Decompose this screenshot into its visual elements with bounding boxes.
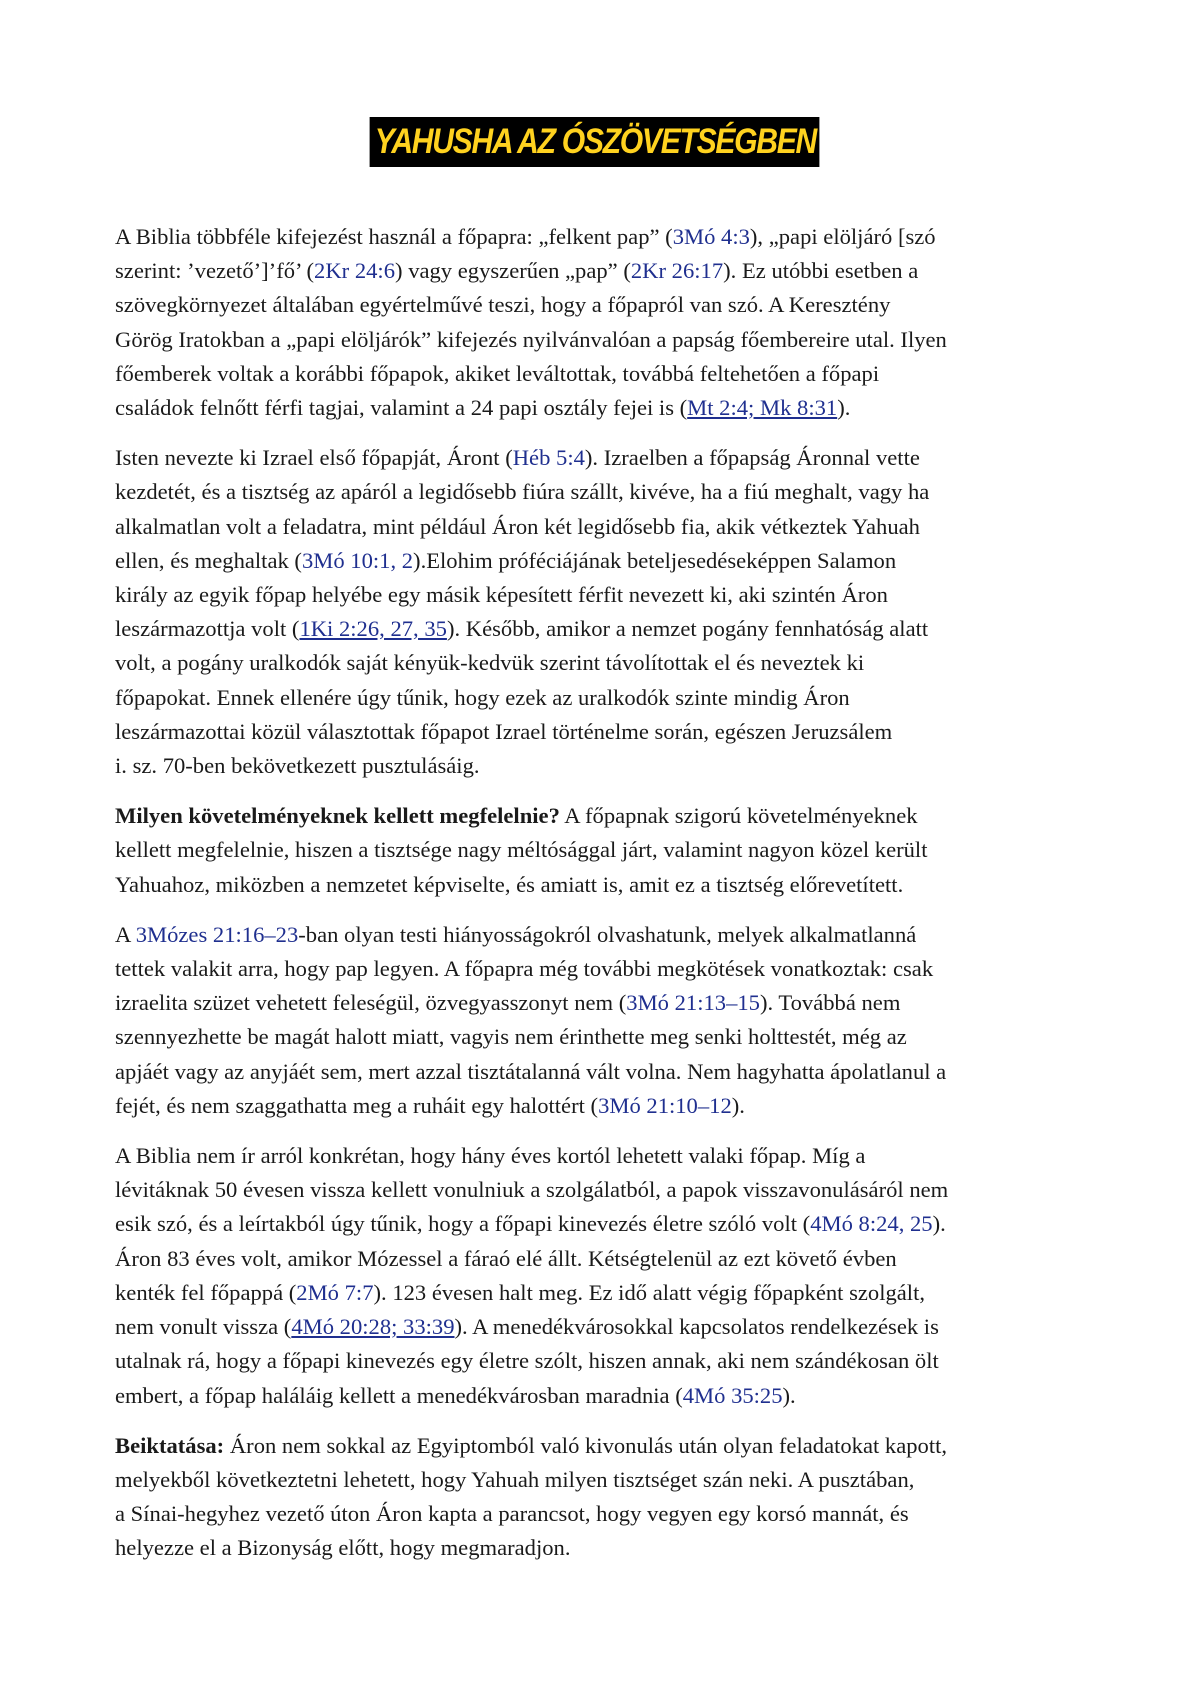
scripture-reference[interactable]: 2Kr 26:17	[630, 258, 724, 284]
scripture-reference[interactable]: 2Mó 7:7	[296, 1279, 374, 1305]
text-run: ).	[782, 1382, 796, 1408]
text-line	[115, 220, 1085, 254]
paragraph-appointment	[115, 441, 1085, 783]
text-line	[115, 1310, 1085, 1344]
text-run: Áron nem sokkal az Egyiptomból való kivonulás után olyan feladatokat kapott,	[224, 1432, 948, 1458]
text-run: esik szó, és a leírtakból úgy tűnik, hogy a főpapi kinevezés életre szóló volt (	[115, 1211, 811, 1237]
scripture-reference[interactable]: 2Kr 24:6	[314, 258, 396, 284]
text-line: alkalmatlan volt a feladatra, mint például Áron két legidősebb fia, akik vétkeztek Yahuah	[115, 513, 920, 539]
text-run: ). Izraelben a főpapság Áronnal vette	[584, 445, 920, 471]
text-line: főemberek voltak a korábbi főpapok, akiket leváltottak, továbbá feltehetően a főpapi	[115, 360, 880, 386]
text-line: Yahuahoz, miközben a nemzetet képviselte, és amiatt is, amit ez a tisztség előrevetített.	[115, 871, 904, 897]
text-line: Áron 83 éves volt, amikor Mózessel a fáraó elé állt. Kétségtelenül az ezt követő évben	[115, 1245, 897, 1271]
text-run: ), „papi elöljáró [szó	[749, 224, 936, 249]
text-line	[115, 544, 1085, 578]
text-run: ).	[731, 1092, 745, 1118]
document-title: YAHUSHA AZ ÓSZÖVETSÉGBEN	[370, 117, 820, 167]
document-body	[115, 220, 1085, 1582]
paragraph-installation	[115, 1429, 1085, 1566]
text-run: A	[115, 921, 136, 947]
text-line: a Sínai-hegyhez vezető úton Áron kapta a parancsot, hogy vegyen egy korsó mannát, és	[115, 1501, 909, 1527]
text-run: ). A menedékvárosokkal kapcsolatos rendelkezések is	[454, 1314, 939, 1340]
scripture-reference[interactable]: 3Mó 21:13–15	[626, 990, 760, 1016]
text-line: lévitáknak 50 évesen vissza kellett vonulniuk a szolgálatból, a papok visszavonulásáról nem	[115, 1177, 949, 1203]
text-run: -ban olyan testi hiányosságokról olvashatunk, melyek alkalmatlanná	[298, 921, 917, 947]
text-line: király az egyik főpap helyébe egy másik képesített férfit nevezett ki, aki szintén Áron	[115, 582, 888, 608]
paragraph-requirements	[115, 799, 1085, 902]
text-run: ). Továbbá nem	[759, 990, 901, 1016]
text-run: ) vagy egyszerűen „pap” (	[395, 258, 631, 284]
section-heading: Milyen követelményeknek kellett megfelelnie?	[115, 803, 560, 829]
text-run: A főpapnak szigorú követelményeknek	[559, 803, 918, 829]
text-line: helyezze el a Bizonyság előtt, hogy megmaradjon.	[115, 1535, 571, 1561]
text-line: Görög Iratokban a „papi elöljárók” kifejezés nyilvánvalóan a papság főembereire utal. Ilyen	[115, 326, 947, 352]
scripture-reference[interactable]: 4Mó 35:25	[682, 1382, 783, 1408]
text-run: ellen, és meghaltak (	[115, 547, 302, 573]
text-line	[115, 1089, 1085, 1123]
text-line	[115, 986, 1085, 1020]
section-heading: Beiktatása:	[115, 1432, 225, 1458]
text-line: A Biblia nem ír arról konkrétan, hogy hány éves kortól lehetett valaki főpap. Míg a	[115, 1143, 866, 1169]
scripture-reference[interactable]: Héb 5:4	[512, 445, 585, 471]
text-line	[115, 799, 1085, 833]
text-run: nem vonult vissza (	[115, 1314, 292, 1340]
text-run: leszármazottja volt (	[115, 616, 300, 642]
text-line: tettek valakit arra, hogy pap legyen. A főpapra még további megkötések vonatkoztak: csak	[115, 956, 934, 982]
text-line: volt, a pogány uralkodók saját kényük-kedvük szerint távolítottak el és neveztek ki	[115, 650, 865, 676]
paragraph-intro	[115, 220, 1085, 425]
scripture-reference[interactable]: 3Mózes 21:16–23	[135, 921, 299, 947]
scripture-reference[interactable]: 3Mó 4:3	[672, 224, 750, 249]
scripture-link[interactable]: 4Mó 20:28; 33:39	[291, 1314, 455, 1340]
text-line: leszármazottai közül választottak főpapot Izrael történelme során, egészen Jeruzsálem	[115, 718, 893, 744]
text-line	[115, 918, 1085, 952]
text-run: szerint: ’vezető’]’fő’ (	[115, 258, 315, 284]
text-run: A Biblia többféle kifejezést használ a főpapra: „felkent pap” (	[115, 224, 673, 249]
text-run: ). Később, amikor a nemzet pogány fennhatóság alatt	[446, 616, 929, 642]
text-run: kenték fel főpappá (	[115, 1279, 297, 1305]
text-line	[115, 391, 1085, 425]
text-line: főpapokat. Ennek ellenére úgy tűnik, hogy ezek az uralkodók szinte mindig Áron	[115, 684, 850, 710]
scripture-link[interactable]: 1Ki 2:26, 27, 35	[299, 616, 447, 642]
text-run: Isten nevezte ki Izrael első főpapját, Áront (	[115, 445, 513, 471]
scripture-reference[interactable]: 3Mó 10:1, 2	[301, 547, 414, 573]
text-line	[115, 254, 1085, 288]
text-run: izraelita szüzet vehetett feleségül, özvegyasszonyt nem (	[115, 990, 627, 1016]
text-line: i. sz. 70-ben bekövetkezett pusztulásáig.	[115, 753, 480, 779]
scripture-reference[interactable]: 4Mó 8:24, 25	[810, 1211, 933, 1237]
text-line	[115, 612, 1085, 646]
paragraph-restrictions	[115, 918, 1085, 1123]
text-line	[115, 441, 1085, 475]
text-line: szövegkörnyezet általában egyértelművé teszi, hogy a főpapról van szó. A Keresztény	[115, 292, 891, 318]
text-line: szennyezhette be magát halott miatt, vagyis nem érinthette meg senki holttestét, még az	[115, 1024, 907, 1050]
scripture-link[interactable]: Mt 2:4; Mk 8:31	[687, 395, 838, 421]
text-run: ). 123 évesen halt meg. Ez idő alatt végig főpapként szolgált,	[373, 1279, 925, 1305]
text-run: ).Elohim próféciájának beteljesedéseképpen Salamon	[413, 547, 897, 573]
text-line	[115, 1429, 1085, 1463]
text-run: ). Ez utóbbi esetben a	[723, 258, 919, 284]
text-line: melyekből következtetni lehetett, hogy Yahuah milyen tisztséget szán neki. A pusztában,	[115, 1466, 915, 1492]
text-line	[115, 1207, 1085, 1241]
text-line: kellett megfelelnie, hiszen a tisztsége nagy méltósággal járt, valamint nagyon közel került	[115, 837, 928, 863]
scripture-reference[interactable]: 3Mó 21:10–12	[598, 1092, 732, 1118]
text-line: utalnak rá, hogy a főpapi kinevezés egy életre szólt, hiszen annak, aki nem szándékosan ölt	[115, 1348, 939, 1374]
title-container	[0, 117, 1190, 167]
text-run: ).	[837, 395, 851, 421]
text-run: embert, a főpap haláláig kellett a menedékvárosban maradnia (	[115, 1382, 683, 1408]
paragraph-age	[115, 1139, 1085, 1413]
text-line	[115, 1276, 1085, 1310]
text-run: családok felnőtt férfi tagjai, valamint a 24 papi osztály fejei is (	[115, 395, 688, 421]
text-line	[115, 1379, 1085, 1413]
text-run: ).	[932, 1211, 946, 1237]
text-line: kezdetét, és a tisztség az apáról a legidősebb fiúra szállt, kivéve, ha a fiú meghalt, vagy ha	[115, 479, 930, 505]
text-run: fejét, és nem szaggathatta meg a ruháit egy halottért (	[115, 1092, 599, 1118]
text-line: apjáét vagy az anyjáét sem, mert azzal tisztátalanná vált volna. Nem hagyhatta ápolatlanul a	[115, 1058, 947, 1084]
